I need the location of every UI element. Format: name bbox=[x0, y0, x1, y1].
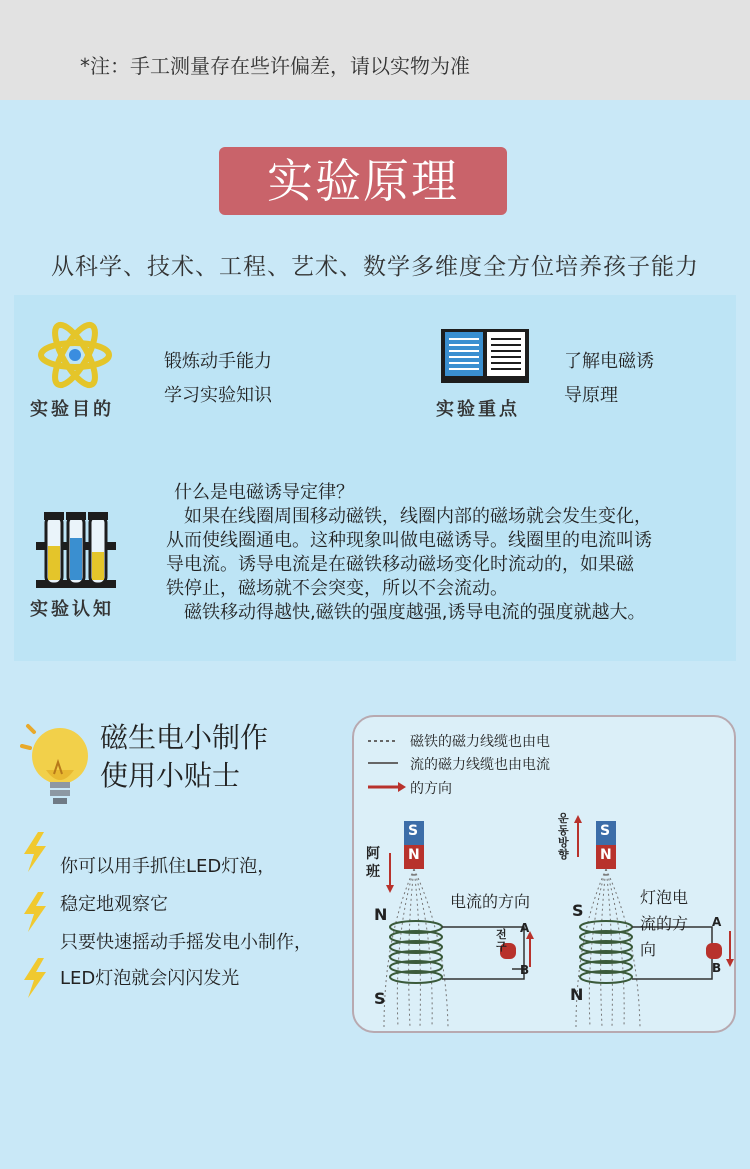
cognition-line-2: 从而使线圈通电。这种现象叫做电磁诱导。线圈里的电流叫诱 bbox=[166, 530, 652, 551]
focus-line-1: 了解电磁诱 bbox=[564, 351, 654, 372]
bulb-text-3: 向 bbox=[640, 940, 657, 959]
note-bar bbox=[0, 0, 750, 100]
left-point-a: A bbox=[520, 921, 530, 935]
cognition-line-4: 铁停止，磁场就不会突变，所以不会流动。 bbox=[166, 578, 508, 599]
cognition-line-3: 导电流。诱导电流是在磁铁移动磁场变化时流动的，如果磁 bbox=[166, 554, 634, 575]
left-bulb-label: 전구 bbox=[496, 928, 507, 953]
tip-line-2: 稳定地观察它 bbox=[60, 894, 168, 915]
purpose-line-2: 学习实验知识 bbox=[164, 385, 272, 406]
atom-icon bbox=[36, 320, 114, 390]
right-magnet-s: S bbox=[600, 823, 611, 839]
bulb-text-2: 流的方 bbox=[640, 914, 689, 933]
legend-field-lines: 磁铁的磁力线缆也由电 bbox=[410, 734, 550, 750]
left-magnet-s: S bbox=[408, 823, 419, 839]
info-panel bbox=[14, 295, 736, 661]
cognition-line-5: 磁铁移动得越快,磁铁的强度越强,诱导电流的强度就越大。 bbox=[184, 602, 646, 623]
right-pole-s: S bbox=[572, 901, 584, 920]
left-motion-label: 阿班 bbox=[366, 846, 380, 880]
right-point-a: A bbox=[712, 915, 722, 929]
tip-line-1: 你可以用手抓住LED灯泡， bbox=[60, 856, 276, 877]
tips-title-2: 使用小贴士 bbox=[100, 759, 241, 792]
book-icon bbox=[439, 327, 531, 387]
legend-direction: 的方向 bbox=[410, 781, 452, 797]
light-bulb-icon bbox=[18, 718, 90, 814]
cognition-label: 实验认知 bbox=[30, 599, 114, 620]
tips-title-1: 磁生电小制作 bbox=[100, 721, 269, 754]
test-tubes-icon bbox=[32, 510, 120, 592]
focus-line-2: 导原理 bbox=[564, 385, 618, 406]
cognition-question: 什么是电磁诱导定律？ bbox=[174, 482, 354, 503]
purpose-label: 实验目的 bbox=[30, 399, 114, 420]
focus-label: 实验重点 bbox=[436, 399, 520, 420]
left-pole-s: S bbox=[374, 989, 386, 1008]
section-subtitle: 从科学、技术、工程、艺术、数学多维度全方位培养孩子能力 bbox=[51, 254, 699, 280]
main-content bbox=[0, 100, 750, 1169]
induction-diagram bbox=[352, 715, 736, 1033]
bulb-text-1: 灯泡电 bbox=[640, 888, 689, 907]
current-direction-label: 电流的方向 bbox=[450, 892, 531, 911]
lightning-icon bbox=[22, 892, 48, 932]
section-title: 实验原理 bbox=[219, 147, 507, 215]
cognition-line-1: 如果在线圈周围移动磁铁，线圈内部的磁场就会发生变化， bbox=[184, 506, 652, 527]
left-pole-n: N bbox=[374, 905, 388, 924]
right-pole-n: N bbox=[570, 985, 584, 1004]
tip-line-4: LED灯泡就会闪闪发光 bbox=[60, 968, 240, 989]
left-magnet-n: N bbox=[408, 847, 420, 863]
measurement-note: *注：手工测量存在些许偏差，请以实物为准 bbox=[80, 54, 470, 78]
lightning-icon bbox=[22, 958, 48, 998]
tip-line-3: 只要快速摇动手摇发电小制作， bbox=[60, 932, 312, 953]
purpose-line-1: 锻炼动手能力 bbox=[164, 351, 272, 372]
legend-current-lines: 流的磁力线缆也由电流 bbox=[410, 757, 550, 773]
left-point-b: B bbox=[520, 963, 530, 977]
lightning-icon bbox=[22, 832, 48, 872]
right-point-b: B bbox=[712, 961, 722, 975]
right-magnet-n: N bbox=[600, 847, 612, 863]
right-motion-label: 운동방향 bbox=[558, 812, 569, 861]
